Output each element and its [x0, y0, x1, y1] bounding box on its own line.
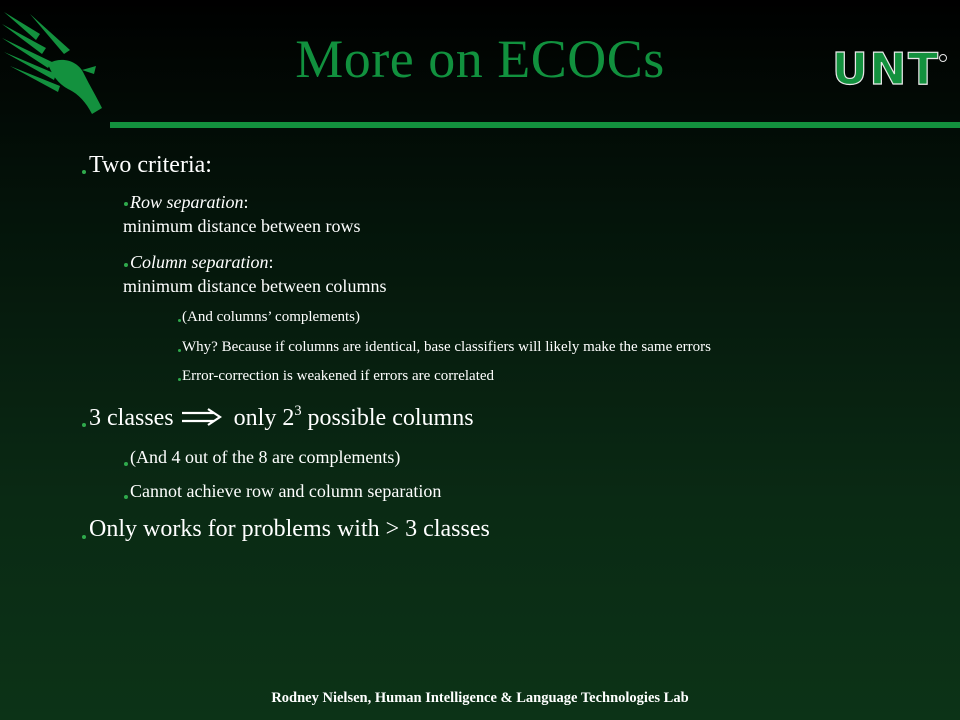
bullet-dot — [82, 535, 86, 539]
bullet-dot — [82, 170, 86, 174]
unt-logo-text: UNT — [832, 46, 938, 90]
three-classes-text: 3 classes — [89, 405, 174, 431]
bullet-three-classes — [89, 402, 474, 432]
bullet-two-criteria: Two criteria: — [89, 152, 212, 178]
exponent-three: 3 — [294, 402, 302, 419]
bullet-why-identical-columns: Why? Because if columns are identical, base classifiers will likely make the same errors — [182, 339, 711, 355]
bullet-dot — [178, 319, 181, 322]
bullet-dot — [82, 423, 86, 427]
bullet-columns-complements: (And columns’ complements) — [182, 309, 361, 325]
slide-footer: Rodney Nielsen, Human Intelligence & Language Technologies Lab — [271, 690, 689, 706]
bullet-dot — [178, 378, 181, 381]
bullet-dot — [124, 202, 128, 206]
column-separation-term: Column separation — [130, 252, 269, 272]
bullet-dot — [124, 462, 128, 466]
implies-arrow-icon — [180, 407, 224, 427]
bullet-dot — [178, 349, 181, 352]
possible-columns-text: possible columns — [301, 405, 474, 431]
only-two-text: only 2 — [233, 405, 295, 431]
bullet-dot — [124, 495, 128, 499]
bullet-only-works-more-than-three: Only works for problems with > 3 classes — [89, 516, 490, 542]
column-separation-colon: : — [268, 252, 274, 272]
row-separation-term: Row separation — [130, 192, 244, 212]
bullet-row-separation — [130, 192, 249, 213]
slide-title: More on ECOCs — [295, 29, 665, 89]
column-separation-description: minimum distance between columns — [123, 276, 387, 296]
row-separation-colon: : — [243, 192, 249, 212]
bullet-cannot-achieve-separation: Cannot achieve row and column separation — [130, 481, 442, 501]
bullet-dot — [124, 263, 128, 267]
bullet-error-correction-weakened: Error-correction is weakened if errors are correlated — [182, 368, 495, 384]
row-separation-description: minimum distance between rows — [123, 216, 361, 236]
bullet-column-separation — [130, 252, 274, 273]
bullet-four-of-eight-complements: (And 4 out of the 8 are complements) — [130, 447, 401, 467]
